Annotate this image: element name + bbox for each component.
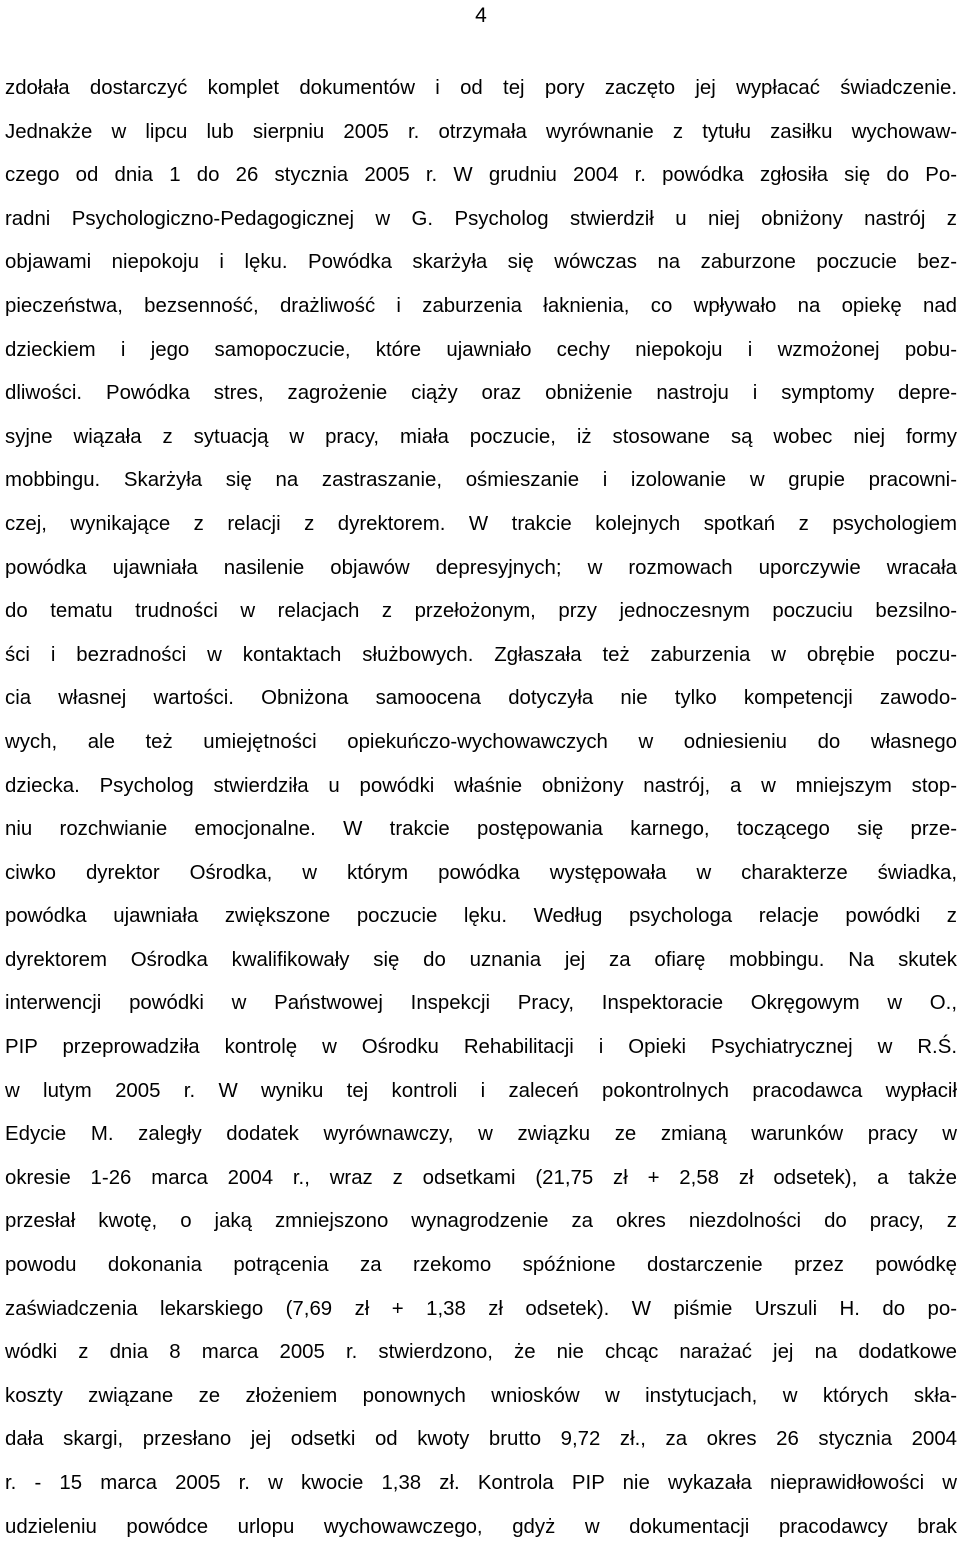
text-line: dała skargi, przesłano jej odsetki od kwoty brutto 9,72 zł., za okres 26 stycznia 2004 [5, 1428, 957, 1451]
text-line: zaświadczenia lekarskiego (7,69 zł + 1,38 zł odsetek). W piśmie Urszuli H. do po- [5, 1297, 957, 1320]
text-line: dliwości. Powódka stres, zagrożenie ciąży oraz obniżenie nastroju i symptomy depre- [5, 382, 957, 405]
text-line: niu rozchwianie emocjonalne. W trakcie postępowania karnego, toczącego się prze- [5, 818, 957, 841]
text-line: ści i bezradności w kontaktach służbowych. Zgłaszała też zaburzenia w obrębie poczu- [5, 643, 957, 666]
document-body [5, 71, 957, 1553]
text-line: radni Psychologiczno-Pedagogicznej w G. Psycholog stwierdził u niej obniżony nastrój z [5, 207, 957, 230]
text-line: powodu dokonania potrącenia za rzekomo spóźnione dostarczenie przez powódkę [5, 1254, 957, 1277]
text-line: koszty związane ze złożeniem ponownych wniosków w instytucjach, w których skła- [5, 1384, 957, 1407]
text-line: Jednakże w lipcu lub sierpniu 2005 r. otrzymała wyrównanie z tytułu zasiłku wychowaw- [5, 120, 957, 143]
text-line: przesłał kwotę, o jaką zmniejszono wynagrodzenie za okres niezdolności do pracy, z [5, 1210, 957, 1233]
text-line: do tematu trudności w relacjach z przełożonym, przy jednoczesnym poczuciu bezsilno- [5, 600, 957, 623]
text-line: dzieckiem i jego samopoczucie, które ujawniało cechy niepokoju i wzmożonej pobu- [5, 338, 957, 361]
text-line: powódka ujawniała zwiększone poczucie lęku. Według psychologa relacje powódki z [5, 905, 957, 928]
text-line: wych, ale też umiejętności opiekuńczo-wychowawczych w odniesieniu do własnego [5, 730, 957, 753]
text-line: cia własnej wartości. Obniżona samoocena dotyczyła nie tylko kompetencji zawodo- [5, 687, 957, 710]
text-line: wódki z dnia 8 marca 2005 r. stwierdzono, że nie chcąc narażać jej na dodatkowe [5, 1341, 957, 1364]
text-line: mobbingu. Skarżyła się na zastraszanie, ośmieszanie i izolowanie w grupie pracowni- [5, 469, 957, 492]
text-line: powódka ujawniała nasilenie objawów depresyjnych; w rozmowach uporczywie wracała [5, 556, 957, 579]
text-line: dziecka. Psycholog stwierdziła u powódki właśnie obniżony nastrój, a w mniejszym stop- [5, 774, 957, 797]
text-line: objawami niepokoju i lęku. Powódka skarżyła się wówczas na zaburzone poczucie bez- [5, 251, 957, 274]
text-line: czego od dnia 1 do 26 stycznia 2005 r. W grudniu 2004 r. powódka zgłosiła się do Po- [5, 164, 957, 187]
text-line: dyrektorem Ośrodka kwalifikowały się do uznania jej za ofiarę mobbingu. Na skutek [5, 948, 957, 971]
text-line: r. - 15 marca 2005 r. w kwocie 1,38 zł. Kontrola PIP nie wykazała nieprawidłowości w [5, 1472, 957, 1494]
text-line: w lutym 2005 r. W wyniku tej kontroli i zaleceń pokontrolnych pracodawca wypłacił [5, 1079, 957, 1102]
text-line: okresie 1-26 marca 2004 r., wraz z odsetkami (21,75 zł + 2,58 zł odsetek), a także [5, 1166, 957, 1189]
text-line: ciwko dyrektor Ośrodka, w którym powódka występowała w charakterze świadka, [5, 861, 957, 884]
text-line: Edycie M. zaległy dodatek wyrównawczy, w związku ze zmianą warunków pracy w [5, 1123, 957, 1146]
text-line: udzieleniu powódce urlopu wychowawczego, gdyż w dokumentacji pracodawcy brak [5, 1515, 957, 1538]
page-number-text: 4 [475, 4, 487, 27]
text-line: pieczeństwa, bezsenność, drażliwość i zaburzenia łaknienia, co wpływało na opiekę nad [5, 294, 957, 317]
text-line: czej, wynikające z relacji z dyrektorem. W trakcie kolejnych spotkań z psychologiem [5, 512, 957, 535]
text-line: interwencji powódki w Państwowej Inspekcji Pracy, Inspektoracie Okręgowym w O., [5, 992, 957, 1015]
text-line: PIP przeprowadziła kontrolę w Ośrodku Rehabilitacji i Opieki Psychiatrycznej w R.Ś. [5, 1036, 957, 1059]
text-line: zdołała dostarczyć komplet dokumentów i od tej pory zaczęto jej wypłacać świadczenie. [5, 77, 957, 99]
page-number [0, 4, 960, 28]
text-line: syjne wiązała z sytuacją w pracy, miała poczucie, iż stosowane są wobec niej formy [5, 425, 957, 448]
